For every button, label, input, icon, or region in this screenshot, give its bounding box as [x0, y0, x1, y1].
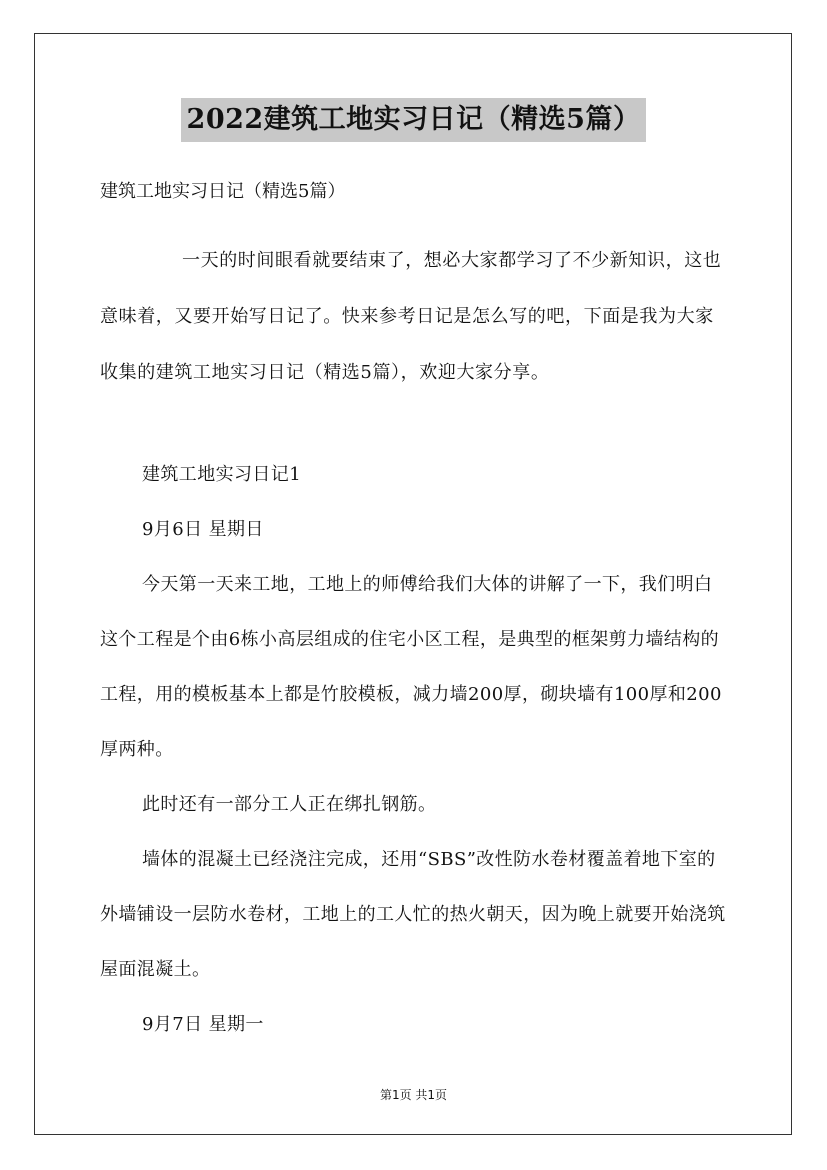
intro-paragraph: 一天的时间眼看就要结束了，想必大家都学习了不少新知识，这也意味着，又要开始写日记了。快来参考日记是怎么写的吧，下面是我为大家收集的建筑工地实习日记（精选5篇），欢迎大家分享。	[100, 250, 722, 383]
page-footer	[0, 1086, 827, 1103]
entry-date-1: 9月6日 星期日	[142, 519, 264, 540]
page-number-label: 第1页 共1页	[379, 1088, 448, 1102]
document-body	[100, 178, 730, 1052]
document-title: 2022建筑工地实习日记（精选5篇）	[181, 98, 647, 142]
document-subtitle: 建筑工地实习日记（精选5篇）	[100, 181, 346, 202]
entry-paragraph-1: 今天第一天来工地，工地上的师傅给我们大体的讲解了一下，我们明白这个工程是个由6栋小高层组成的住宅小区工程，是典型的框架剪力墙结构的工程，用的模板基本上都是竹胶模板，减力墙200厚，砌块墙有100厚和200厚两种。	[100, 574, 722, 760]
section-heading: 建筑工地实习日记1	[142, 464, 302, 485]
section-spacer	[100, 401, 730, 447]
diary-section	[100, 447, 730, 1052]
title-container	[0, 98, 827, 142]
entry-paragraph-2: 此时还有一部分工人正在绑扎钢筋。	[142, 794, 437, 815]
intro-block	[100, 233, 730, 401]
entry-paragraph-3: 墙体的混凝土已经浇注完成，还用“SBS”改性防水卷材覆盖着地下室的外墙铺设一层防水卷材，工地上的工人忙的热火朝天，因为晚上就要开始浇筑屋面混凝土。	[100, 849, 726, 980]
entry-date-2: 9月7日 星期一	[142, 1014, 264, 1035]
